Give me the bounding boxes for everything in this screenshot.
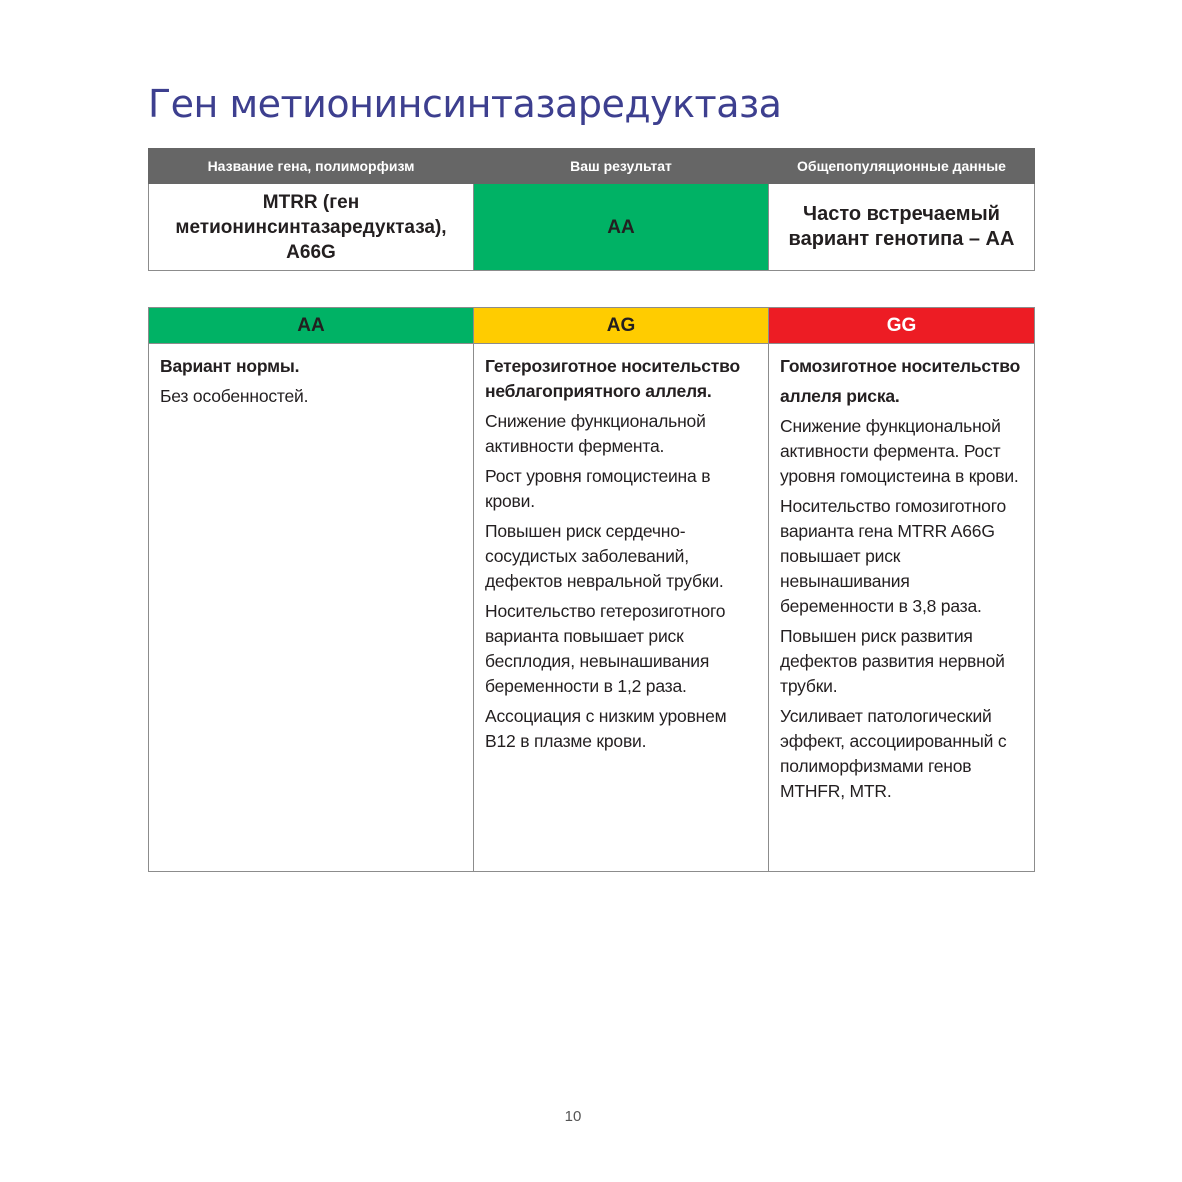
genotype-description-gg bbox=[769, 344, 1035, 872]
description-heading: Гомозиготное носительство bbox=[780, 356, 1021, 376]
genotype-header-gg: GG bbox=[769, 308, 1035, 344]
description-paragraph: Носительство гомозиготного варианта гена MTRR A66G повышает риск невынашивания беременности в 3,8 раза. bbox=[780, 496, 1007, 616]
summary-table bbox=[148, 148, 1035, 271]
result-value: AA bbox=[607, 216, 635, 238]
population-data-cell bbox=[769, 184, 1035, 271]
genotype-description-aa bbox=[149, 344, 474, 872]
description-paragraph: Усиливает патологический эффект, ассоциированный с полиморфизмами генов MTHFR, MTR. bbox=[780, 706, 1007, 801]
population-data-value: Часто встречаемый вариант генотипа – AA bbox=[788, 203, 1015, 250]
description-paragraph: Повышен риск сердечно-сосудистых заболеваний, дефектов невральной трубки. bbox=[485, 521, 724, 591]
variants-header-row bbox=[149, 308, 1035, 344]
gene-name: MTRR (ген метионинсинтазаредуктаза), A66G bbox=[175, 191, 447, 263]
result-cell bbox=[474, 184, 769, 271]
description-heading: Вариант нормы. bbox=[160, 356, 300, 376]
page-title: Ген метионинсинтазаредуктаза bbox=[148, 82, 782, 126]
header-gene-name: Название гена, полиморфизм bbox=[149, 149, 474, 184]
description-heading: Гетерозиготное носительство неблагоприятного аллеля. bbox=[485, 356, 740, 401]
summary-data-row bbox=[149, 184, 1035, 271]
gene-cell bbox=[149, 184, 474, 271]
header-population-data: Общепопуляционные данные bbox=[769, 149, 1035, 184]
genotype-variants-table bbox=[148, 307, 1035, 872]
description-paragraph: Повышен риск развития дефектов развития нервной трубки. bbox=[780, 626, 1005, 696]
description-paragraph: Носительство гетерозиготного варианта повышает риск бесплодия, невынашивания беременности в 1,2 раза. bbox=[485, 601, 726, 696]
header-your-result: Ваш результат bbox=[474, 149, 769, 184]
genotype-header-aa: AA bbox=[149, 308, 474, 344]
description-paragraph: Рост уровня гомоцистеина в крови. bbox=[485, 466, 711, 511]
variants-description-row bbox=[149, 344, 1035, 872]
description-paragraph: Без особенностей. bbox=[160, 386, 309, 406]
description-heading: аллеля риска. bbox=[780, 386, 900, 406]
description-paragraph: Снижение функциональной активности фермента. Рост уровня гомоцистеина в крови. bbox=[780, 416, 1019, 486]
page-number: 10 bbox=[564, 1108, 582, 1125]
genotype-header-ag: AG bbox=[474, 308, 769, 344]
description-paragraph: Ассоциация с низким уровнем B12 в плазме крови. bbox=[485, 706, 727, 751]
summary-header-row bbox=[149, 149, 1035, 184]
description-paragraph: Снижение функциональной активности фермента. bbox=[485, 411, 706, 456]
genotype-description-ag bbox=[474, 344, 769, 872]
